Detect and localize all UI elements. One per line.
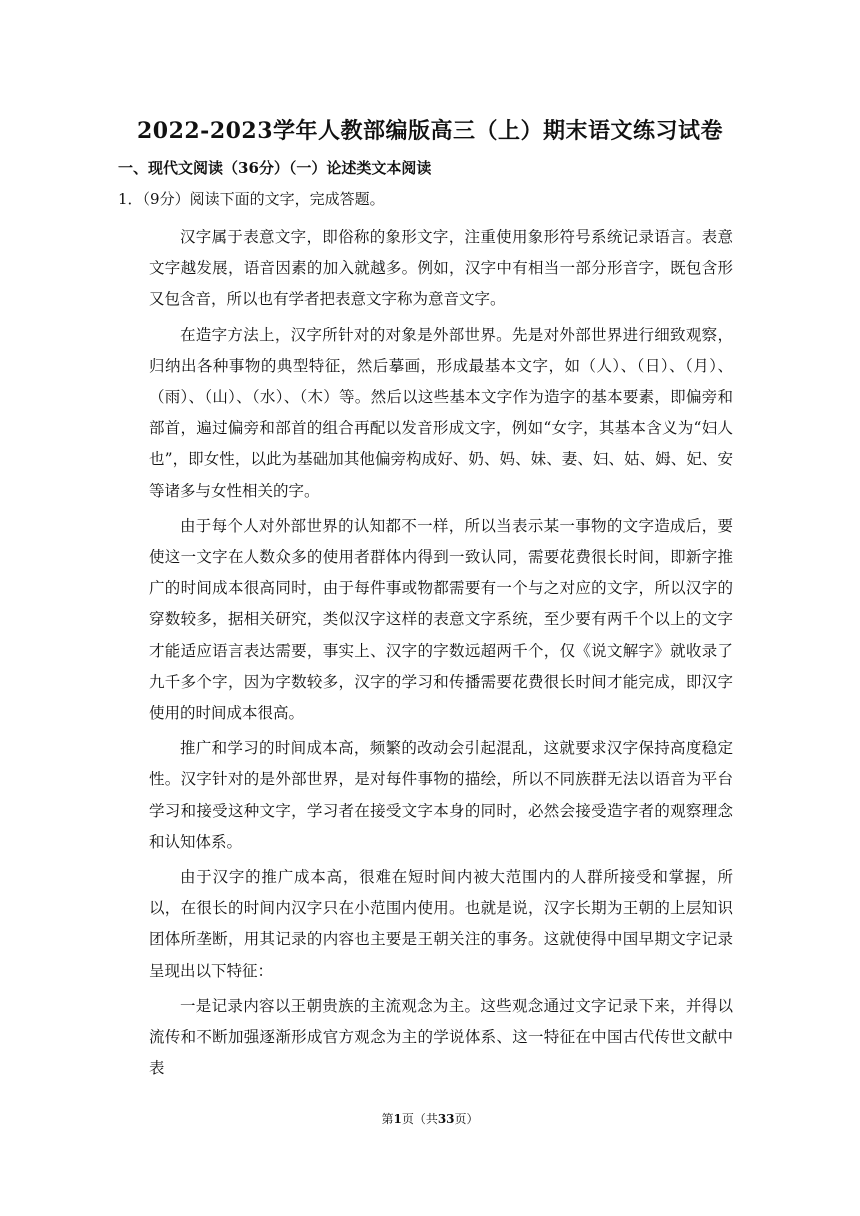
passage-paragraph: 由于每个人对外部世界的认知都不一样，所以当表示某一事物的文字造成后，要使这一文字在人数众多的使用者群体内得到一致认同，需要花费很长时间，即新字推广的时间成本很高同时，由于每件事或物都需要有一个与之对应的文字，所以汉字的穿数较多，据相关研究，类似汉字这样的表意文字系统，至少要有两千个以上的文字才能适应语言表达需要，事实上、汉字的字数远超两千个，仅《说文解字》就收录了九千多个字，因为字数较多，汉字的学习和传播需要花费很长时间才能完成，即汉字使用的时间成本很高。 <box>149 516 733 723</box>
page-footer <box>0 1110 860 1127</box>
passage-paragraph: 汉字属于表意文字，即俗称的象形文字，注重使用象形符号系统记录语言。表意文字越发展，语音因素的加入就越多。例如，汉字中有相当一部分形音字，既包含形又包含音，所以也有学者把表意文字称为意音文字。 <box>149 228 733 309</box>
reading-passage <box>149 222 733 1088</box>
footer-suffix: 页） <box>454 1112 479 1126</box>
passage-paragraph: 由于汉字的推广成本高，很难在短时间内被大范围内的人群所接受和掌握，所以，在很长的时间内汉字只在小范围内使用。也就是说，汉字长期为王朝的上层知识团体所垄断，用其记录的内容也主要是王朝关注的事务。这就使得中国早期文字记录呈现出以下特征： <box>149 868 733 980</box>
total-page-count: 33 <box>437 1112 455 1126</box>
footer-middle: 页（共 <box>401 1112 438 1126</box>
passage-paragraph: 一是记录内容以王朝贵族的主流观念为主。这些观念通过文字记录下来，并得以流传和不断加强逐渐形成官方观念为主的学说体系、这一特征在中国古代传世文献中表 <box>149 996 733 1078</box>
document-title: 2022-2023学年人教部编版高三（上）期末语文练习试卷 <box>136 118 724 144</box>
question-intro: 1．（9分）阅读下面的文字，完成答题。 <box>118 190 385 208</box>
current-page-number: 1 <box>393 1112 402 1126</box>
passage-paragraph: 在造字方法上，汉字所针对的对象是外部世界。先是对外部世界进行细致观察，归纳出各种事物的典型特征，然后摹画，形成最基本文字，如（人）、（日）、（月）、（雨）、（山）、（水）、（木）等。然后以这些基本文字作为造字的基本要素，即偏旁和部首，遍过偏旁和部首的组合再配以发音形成文字，例如“女字，其基本含义为“妇人也”，即女性，以此为基础加其他偏旁构成好、奶、妈、妹、妻、妇、姑、姆、妃、安等诸多与女性相关的字。 <box>149 325 733 500</box>
footer-prefix: 第 <box>381 1112 394 1126</box>
section-heading: 一、现代文阅读（36分）（一）论述类文本阅读 <box>118 159 432 177</box>
passage-paragraph: 推广和学习的时间成本高，频繁的改动会引起混乱，这就要求汉字保持高度稳定性。汉字针对的是外部世界，是对每件事物的描绘，所以不同族群无法以语音为平台学习和接受这种文字，学习者在接受文字本身的同时，必然会接受造字者的观察理念和认知体系。 <box>149 739 733 851</box>
